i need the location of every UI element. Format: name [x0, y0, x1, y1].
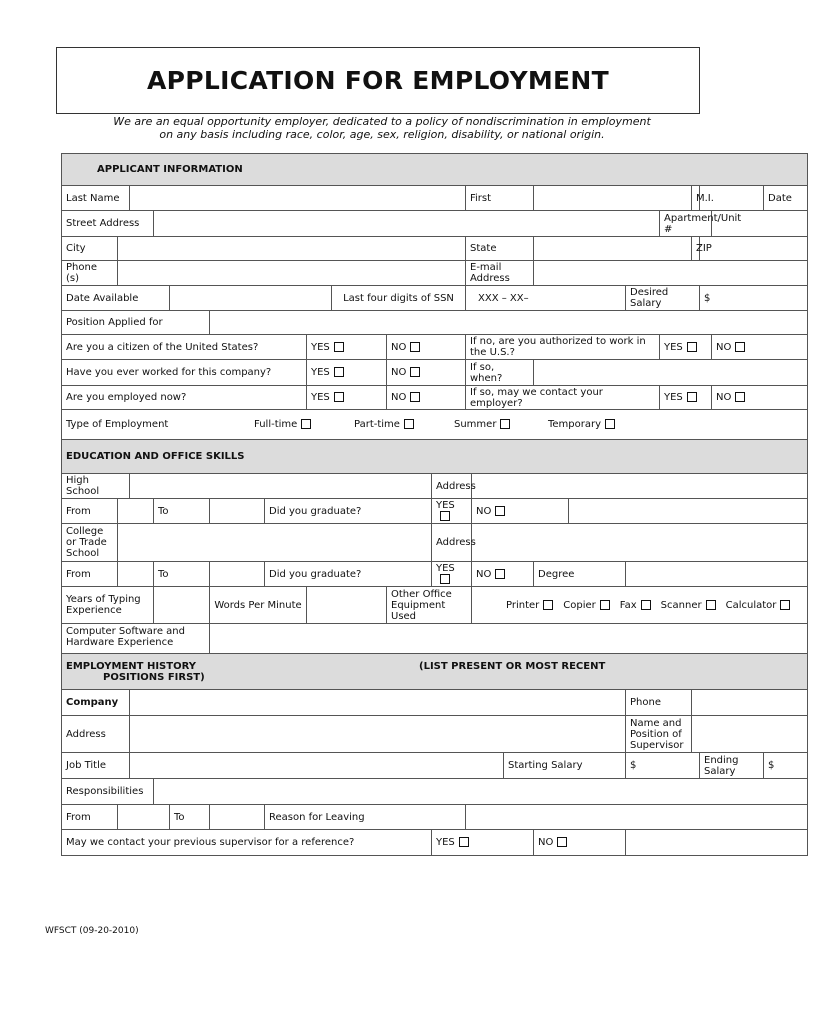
responsibilities-label: Responsibilities: [62, 779, 154, 805]
city-field[interactable]: [118, 237, 466, 261]
education-header: EDUCATION AND OFFICE SKILLS: [62, 440, 808, 474]
yes-label: YES: [436, 563, 455, 574]
city-label: City: [62, 237, 118, 261]
ending-salary-field[interactable]: $: [764, 753, 808, 779]
employment-from-label: From: [62, 805, 118, 830]
no-label: NO: [716, 392, 732, 403]
college-graduate-yes[interactable]: [432, 562, 472, 587]
summer-label: Summer: [454, 419, 497, 430]
eeo-statement: [56, 115, 708, 141]
no-label: NO: [476, 568, 492, 580]
citizen-no[interactable]: [387, 335, 466, 360]
scanner-option[interactable]: [661, 600, 716, 611]
authorized-no[interactable]: [712, 335, 808, 360]
software-field[interactable]: [210, 624, 808, 654]
worked-before-yes[interactable]: [307, 360, 387, 386]
college-label: College or Trade School: [62, 524, 118, 562]
phone-label: Phone: [626, 690, 692, 716]
employment-type-row: [62, 410, 808, 440]
checkbox-icon[interactable]: [404, 419, 414, 429]
hs-from-field[interactable]: [118, 499, 154, 524]
contact-employer-yes[interactable]: [660, 386, 712, 410]
checkbox-icon[interactable]: [735, 342, 745, 352]
zip-field[interactable]: [700, 237, 808, 261]
state-label: State: [466, 237, 534, 261]
worked-before-question: Have you ever worked for this company?: [62, 360, 307, 386]
yes-label: YES: [311, 392, 330, 403]
typing-experience-field[interactable]: [154, 587, 210, 624]
scanner-label: Scanner: [660, 599, 702, 611]
reference-yes[interactable]: [432, 830, 534, 856]
college-from-field[interactable]: [118, 562, 154, 587]
checkbox-icon[interactable]: [334, 392, 344, 402]
zip-label: ZIP: [692, 237, 700, 261]
checkbox-icon[interactable]: [605, 419, 615, 429]
yes-label: YES: [664, 341, 683, 353]
eeo-line-1: We are an equal opportunity employer, dedicated to a policy of nondiscrimination in employment: [113, 115, 651, 128]
state-field[interactable]: [534, 237, 692, 261]
company-label: Company: [62, 690, 130, 716]
street-address-field[interactable]: [154, 211, 660, 237]
college-to-field[interactable]: [210, 562, 265, 587]
if-so-when-field[interactable]: [534, 360, 808, 386]
employer-address-field[interactable]: [130, 716, 626, 753]
hs-graduate-question: Did you graduate?: [265, 499, 432, 524]
hs-graduate-yes[interactable]: [432, 499, 472, 524]
college-graduate-no[interactable]: [472, 562, 534, 587]
college-to-label: To: [154, 562, 210, 587]
supervisor-field[interactable]: [692, 716, 808, 753]
calculator-option[interactable]: [726, 600, 791, 611]
ssn-label: Last four digits of SSN: [332, 286, 466, 311]
typing-experience-label: Years of Typing Experience: [62, 587, 154, 624]
checkbox-icon[interactable]: [410, 392, 420, 402]
calculator-label: Calculator: [725, 599, 777, 611]
no-label: NO: [538, 837, 554, 848]
title-box: [56, 47, 700, 114]
authorized-question: If no, are you authorized to work in the U.S.?: [466, 335, 660, 360]
equipment-options: [472, 587, 808, 624]
high-school-address-label: Address: [432, 474, 472, 499]
starting-salary-field[interactable]: $: [626, 753, 700, 779]
last-name-label: Last Name: [62, 186, 130, 211]
reference-blank-field[interactable]: [626, 830, 808, 856]
citizen-yes[interactable]: [307, 335, 387, 360]
high-school-address-field[interactable]: [472, 474, 808, 499]
college-field[interactable]: [118, 524, 432, 562]
checkbox-icon[interactable]: [459, 837, 469, 847]
degree-field[interactable]: [626, 562, 808, 587]
first-name-label: First: [466, 186, 534, 211]
street-address-label: Street Address: [62, 211, 154, 237]
employment-to-field[interactable]: [210, 805, 265, 830]
job-title-label: Job Title: [62, 753, 130, 779]
checkbox-icon[interactable]: [543, 600, 553, 610]
desired-salary-label: Desired Salary: [626, 286, 700, 311]
temporary-option[interactable]: [548, 419, 615, 430]
mi-label: M.I.: [692, 186, 700, 211]
checkbox-icon[interactable]: [334, 367, 344, 377]
yes-label: YES: [436, 837, 455, 848]
company-field[interactable]: [130, 690, 626, 716]
college-address-field[interactable]: [472, 524, 808, 562]
reference-no[interactable]: [534, 830, 626, 856]
printer-option[interactable]: [506, 600, 553, 611]
checkbox-icon[interactable]: [687, 392, 697, 402]
yes-label: YES: [436, 500, 455, 511]
position-field[interactable]: [210, 311, 808, 335]
college-from-label: From: [62, 562, 118, 587]
employed-now-yes[interactable]: [307, 386, 387, 410]
checkbox-icon[interactable]: [410, 367, 420, 377]
phone-field[interactable]: [118, 261, 466, 286]
ssn-field[interactable]: XXX – XX–: [466, 286, 626, 311]
full-time-label: Full-time: [254, 419, 298, 430]
checkbox-icon[interactable]: [301, 419, 311, 429]
wpm-label: Words Per Minute: [210, 587, 307, 624]
fax-label: Fax: [619, 599, 637, 611]
employment-history-header: [62, 654, 808, 690]
employment-type-label: Type of Employment: [66, 419, 169, 430]
checkbox-icon[interactable]: [334, 342, 344, 352]
if-so-when-label: If so, when?: [466, 360, 534, 386]
employed-now-no[interactable]: [387, 386, 466, 410]
no-label: NO: [716, 341, 732, 353]
hs-blank-field[interactable]: [569, 499, 808, 524]
checkbox-icon[interactable]: [410, 342, 420, 352]
college-graduate-question: Did you graduate?: [265, 562, 432, 587]
worked-before-no[interactable]: [387, 360, 466, 386]
hs-to-field[interactable]: [210, 499, 265, 524]
desired-salary-field[interactable]: $: [700, 286, 808, 311]
supervisor-label: Name and Position of Supervisor: [626, 716, 692, 753]
last-name-field[interactable]: [130, 186, 466, 211]
yes-label: YES: [311, 367, 330, 378]
contact-employer-question: If so, may we contact your employer?: [466, 386, 660, 410]
hs-to-label: To: [154, 499, 210, 524]
citizen-question: Are you a citizen of the United States?: [62, 335, 307, 360]
checkbox-icon[interactable]: [495, 569, 505, 579]
employment-history-title: EMPLOYMENT HISTORY: [66, 660, 196, 672]
ending-salary-label: Ending Salary: [700, 753, 764, 779]
wpm-field[interactable]: [307, 587, 387, 624]
no-label: NO: [391, 341, 407, 353]
application-form: [61, 153, 808, 856]
employment-from-field[interactable]: [118, 805, 170, 830]
reason-leaving-field[interactable]: [466, 805, 808, 830]
contact-employer-no[interactable]: [712, 386, 808, 410]
printer-label: Printer: [506, 599, 540, 611]
checkbox-icon[interactable]: [780, 600, 790, 610]
no-label: NO: [476, 505, 492, 517]
reference-question: May we contact your previous supervisor for a reference?: [62, 830, 432, 856]
form-title: APPLICATION FOR EMPLOYMENT: [146, 66, 609, 95]
checkbox-icon[interactable]: [641, 600, 651, 610]
eeo-line-2: on any basis including race, color, age, sex, religion, disability, or national origin.: [159, 128, 605, 141]
employment-history-note: (LIST PRESENT OR MOST RECENT: [419, 660, 606, 672]
college-address-label: Address: [432, 524, 472, 562]
employed-now-question: Are you employed now?: [62, 386, 307, 410]
fax-option[interactable]: [620, 600, 651, 611]
other-equipment-label: Other Office Equipment Used: [387, 587, 472, 624]
phone-label: Phone (s): [62, 261, 118, 286]
employment-history-note-2: POSITIONS FIRST): [103, 671, 205, 683]
high-school-label: High School: [62, 474, 130, 499]
starting-salary-label: Starting Salary: [504, 753, 626, 779]
date-available-field[interactable]: [170, 286, 332, 311]
full-time-option[interactable]: [254, 419, 354, 430]
copier-label: Copier: [563, 599, 596, 611]
checkbox-icon[interactable]: [687, 342, 697, 352]
part-time-label: Part-time: [354, 419, 400, 430]
checkbox-icon[interactable]: [440, 574, 450, 584]
job-title-field[interactable]: [130, 753, 504, 779]
copier-option[interactable]: [563, 600, 610, 611]
no-label: NO: [391, 392, 407, 403]
checkbox-icon[interactable]: [557, 837, 567, 847]
part-time-option[interactable]: [354, 419, 454, 430]
hs-graduate-no[interactable]: [472, 499, 569, 524]
checkbox-icon[interactable]: [500, 419, 510, 429]
date-label: Date: [764, 186, 808, 211]
degree-label: Degree: [534, 562, 626, 587]
checkbox-icon[interactable]: [600, 600, 610, 610]
no-label: NO: [391, 367, 407, 378]
reason-leaving-label: Reason for Leaving: [265, 805, 466, 830]
summer-option[interactable]: [454, 419, 548, 430]
employment-to-label: To: [170, 805, 210, 830]
checkbox-icon[interactable]: [706, 600, 716, 610]
date-available-label: Date Available: [62, 286, 170, 311]
high-school-field[interactable]: [130, 474, 432, 499]
apartment-label: Apartment/Unit #: [660, 211, 712, 237]
position-label: Position Applied for: [62, 311, 210, 335]
email-label: E-mail Address: [466, 261, 534, 286]
checkbox-icon[interactable]: [735, 392, 745, 402]
temporary-label: Temporary: [548, 419, 602, 430]
checkbox-icon[interactable]: [495, 506, 505, 516]
employer-address-label: Address: [62, 716, 130, 753]
hs-from-label: From: [62, 499, 118, 524]
applicant-info-header: APPLICANT INFORMATION: [62, 154, 808, 186]
form-code: WFSCT (09-20-2010): [45, 926, 139, 936]
responsibilities-field[interactable]: [154, 779, 808, 805]
yes-label: YES: [311, 341, 330, 353]
authorized-yes[interactable]: [660, 335, 712, 360]
checkbox-icon[interactable]: [440, 511, 450, 521]
yes-label: YES: [664, 392, 683, 403]
software-label: Computer Software and Hardware Experience: [62, 624, 210, 654]
phone-field[interactable]: [692, 690, 808, 716]
first-name-field[interactable]: [534, 186, 692, 211]
email-field[interactable]: [534, 261, 808, 286]
